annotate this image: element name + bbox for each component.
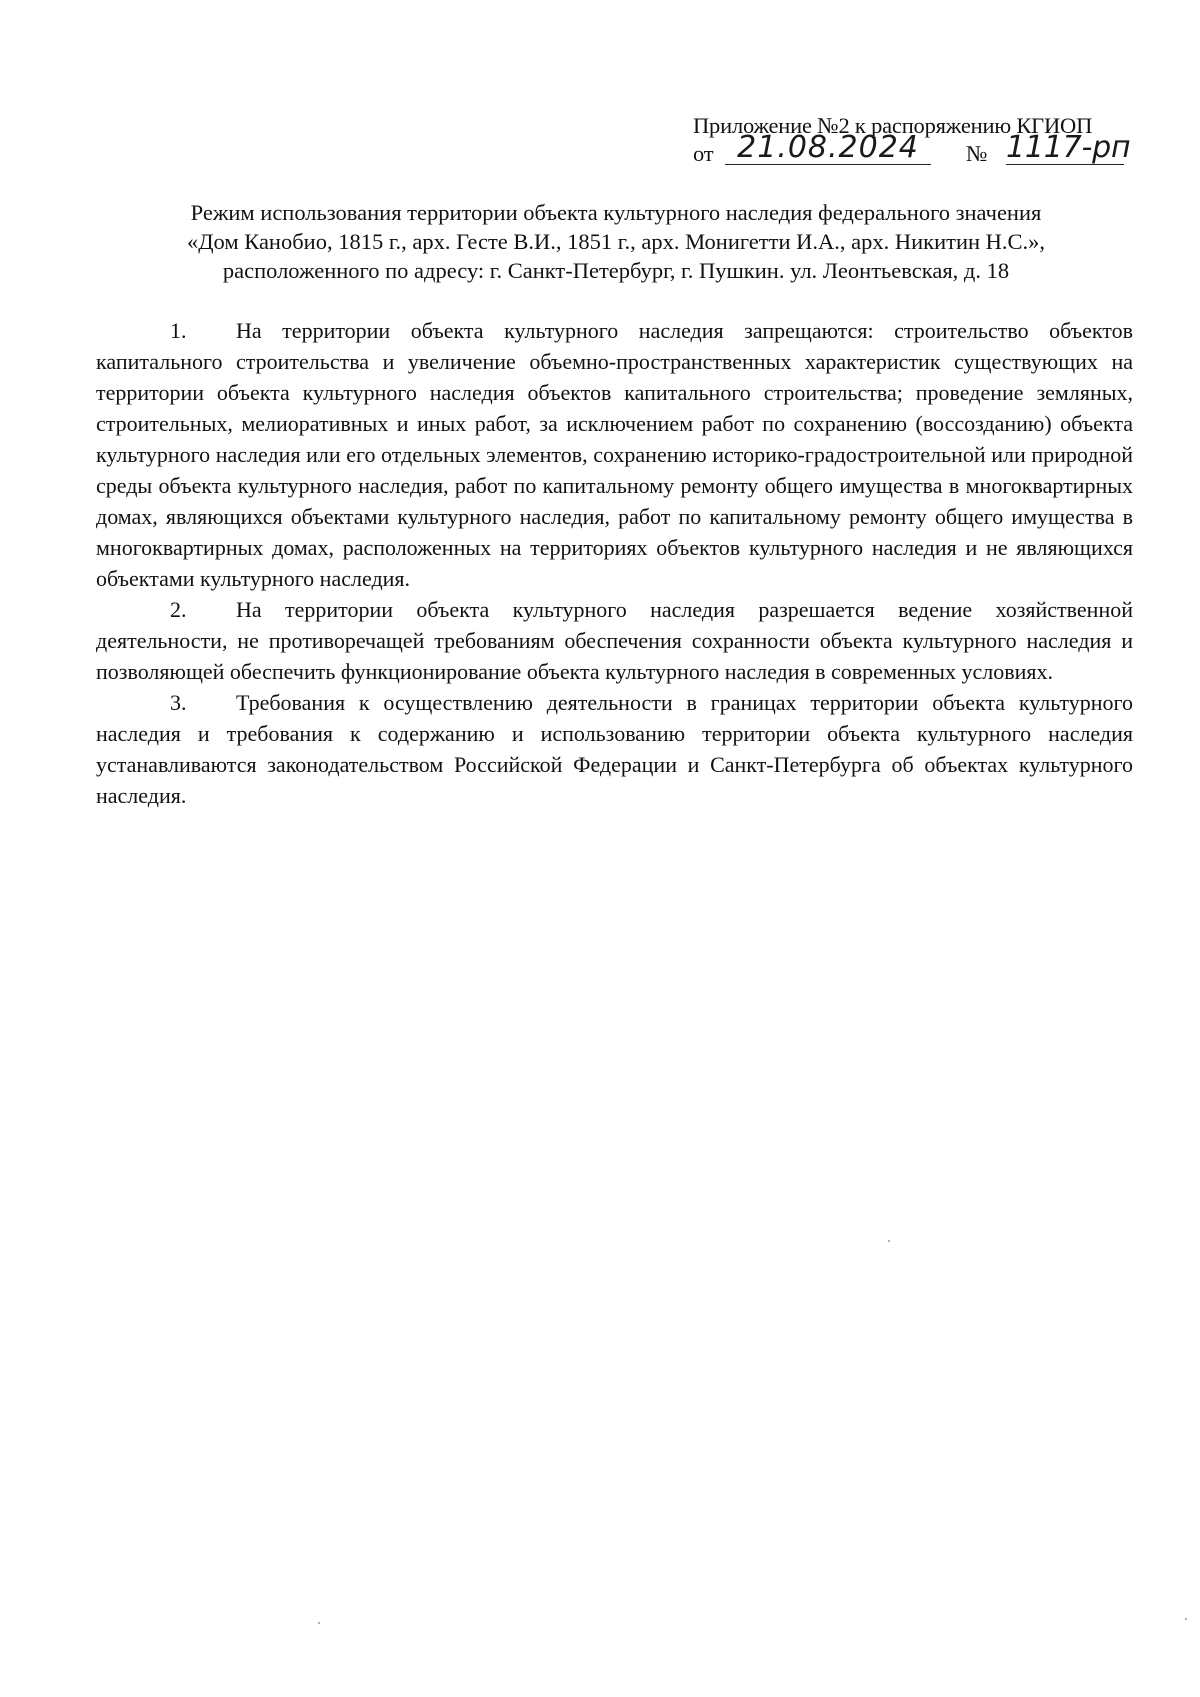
number-sign: № xyxy=(966,141,988,166)
paragraph-2 xyxy=(96,594,1133,687)
paragraph-3 xyxy=(96,687,1133,811)
paragraph-number: 3. xyxy=(170,690,187,715)
paragraph-number: 2. xyxy=(170,597,187,622)
handwritten-date: 21.08.2024 xyxy=(725,131,931,165)
scan-speck xyxy=(888,1240,890,1242)
appendix-header xyxy=(693,112,1133,170)
appendix-line: Приложение №2 к распоряжению КГИОП xyxy=(693,113,1093,138)
paragraph-text: На территории объекта культурного наследия запрещаются: строительство объектов капитального строительства и увеличение объемно-пространственных характеристик существующих на территории объекта культурного наследия объектов капитального строительства; проведение земляных, строительных, мелиоративных и иных работ, за исключением работ по сохранению (воссозданию) объекта культурного наследия или его отдельных элементов, сохранению историко-градостроительной или природной среды объекта культурного наследия, работ по капитальному ремонту общего имущества в многоквартирных домах, являющихся объектами культурного наследия, работ по капитальному ремонту общего имущества в многоквартирных домах, расположенных на территориях объектов культурного наследия и не являющихся объектами культурного наследия. xyxy=(96,318,1133,591)
date-prefix: от xyxy=(693,141,714,166)
title-line-3: расположенного по адресу: г. Санкт-Петербург, г. Пушкин. ул. Леонтьевская, д. 18 xyxy=(222,258,1010,283)
title-line-2: «Дом Канобио, 1815 г., арх. Гесте В.И., 1851 г., арх. Монигетти И.А., арх. Никитин Н.С.», xyxy=(186,229,1046,254)
scan-speck xyxy=(1185,1618,1187,1620)
scan-speck xyxy=(318,1622,320,1624)
document-title xyxy=(96,198,1136,285)
handwritten-order-number: 1117-рп xyxy=(1006,130,1131,165)
paragraph-text: На территории объекта культурного наследия разрешается ведение хозяйственной деятельности, не противоречащей требованиям обеспечения сохранности объекта культурного наследия и позволяющей обеспечить функционирование объекта культурного наследия в современных условиях. xyxy=(96,597,1133,684)
paragraph-text: Требования к осуществлению деятельности в границах территории объекта культурного наследия и требования к содержанию и использованию территории объекта культурного наследия устанавливаются законодательством Российской Федерации и Санкт-Петербурга об объектах культурного наследия. xyxy=(96,690,1133,808)
paragraph-number: 1. xyxy=(170,318,187,343)
paragraph-1 xyxy=(96,315,1133,594)
title-line-1: Режим использования территории объекта культурного наследия федерального значения xyxy=(190,200,1042,225)
order-reference xyxy=(693,130,1133,170)
document-body xyxy=(96,315,1133,811)
